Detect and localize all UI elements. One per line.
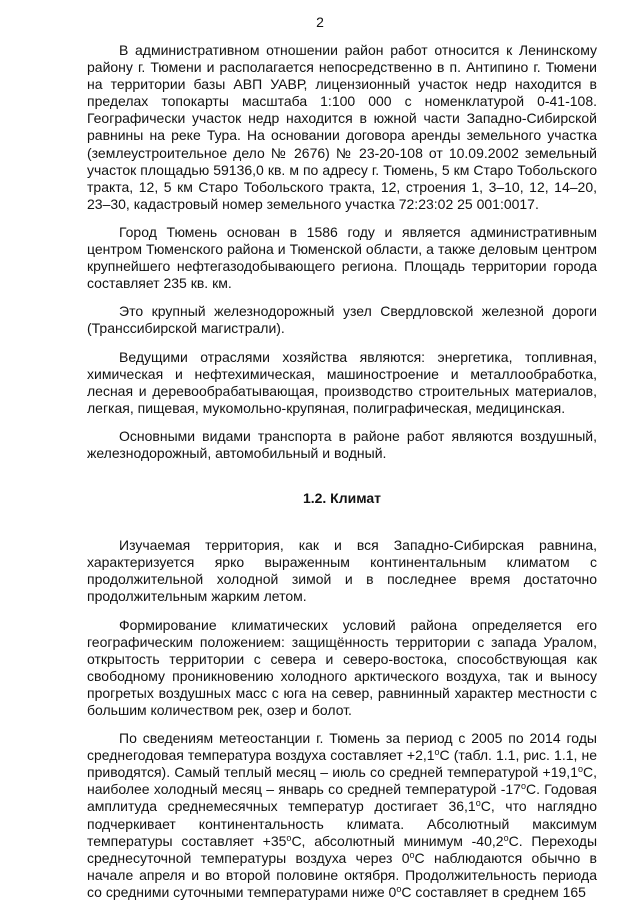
paragraph-city: Город Тюмень основан в 1586 году и является административным центром Тюменского района и Тюменской области, а также деловым центром крупнейшего нефтегазодобывающего региона. Площадь территории города составляет 235 кв. км. xyxy=(87,223,597,292)
document-body xyxy=(87,42,597,912)
paragraph-administrative: В административном отношении район работ относится к Ленинскому району г. Тюмени и располагается непосредственно в п. Антипино г. Тюмени на территории базы АВП УАВР, лицензионный участок недр находится в пределах топокарты масштаба 1:100 000 с номенклатурой 0-41-108. Географически участок недр находится в южной части Западно-Сибирской равнины на реке Тура. На основании договора аренды земельного участка (землеустроительное дело № 2676) № 23-20-108 от 10.09.2002 земельный участок площадью 59136,0 кв. м по адресу г. Тюмень, 5 км Старо Тобольского тракта, 12, 5 км Старо Тобольского тракта, 12, строения 1, 3–10, 12, 14–20, 23–30, кадастровый номер земельного участка 72:23:02 25 001:0017. xyxy=(87,42,597,212)
page-number: 2 xyxy=(316,14,324,30)
paragraph-transport: Основными видами транспорта в районе работ являются воздушный, железнодорожный, автомобильный и водный. xyxy=(87,427,597,461)
section-heading-climate: 1.2. Климат xyxy=(302,490,382,507)
paragraph-climate-temperature: По сведениям метеостанции г. Тюмень за период с 2005 по 2014 годы среднегодовая температура воздуха составляет $+2,1^oС$ (табл. 1.1, рис. 1.1, не приводятся). Самый теплый месяц – июль со средней температурой $+19,1^oС$, наиболее холодный месяц – январь со средней температурой -17$^o$С. Годовая амплитуда среднемесячных температур достигает 36,1$^o$С, что наглядно подчеркивает континентальность климата. Абсолютный максимум температуры составляет $+35^oС$, абсолютный минимум -40,2$^o$С. Переходы среднесуточной температуры воздуха через 0$^o$С наблюдаются обычно в начале апреля и во второй половине октября. Продолжительность периода со средними суточными температурами ниже 0$^o$С составляет в среднем 165 xyxy=(87,730,598,900)
paragraph-climate-formation: Формирование климатических условий района определяется его географическим положением: защищённость территории с запада Уралом, открытость территории с севера и северо-востока, способствующая как свободному проникновению холодного арктического воздуха, так и выносу прогретых воздушных масс с юга на север, равнинный характер местности с большим количеством рек, озер и болот. xyxy=(87,616,597,718)
paragraph-railway: Это крупный железнодорожный узел Свердловской железной дороги (Транссибирской магистрали). xyxy=(87,303,597,337)
paragraph-industry: Ведущими отраслями хозяйства являются: энергетика, топливная, химическая и нефтехимическая, машиностроение и металлообработка, лесная и деревообрабатывающая, производство строительных материалов, легкая, пищевая, мукомольно-крупяная, полиграфическая, медицинская. xyxy=(87,348,597,416)
paragraph-climate-general: Изучаемая территория, как и вся Западно-Сибирская равнина, характеризуется ярко выраженным континентальным климатом с продолжительной холодной зимой и в последнее время достаточно продолжительным жарким летом. xyxy=(87,537,597,605)
